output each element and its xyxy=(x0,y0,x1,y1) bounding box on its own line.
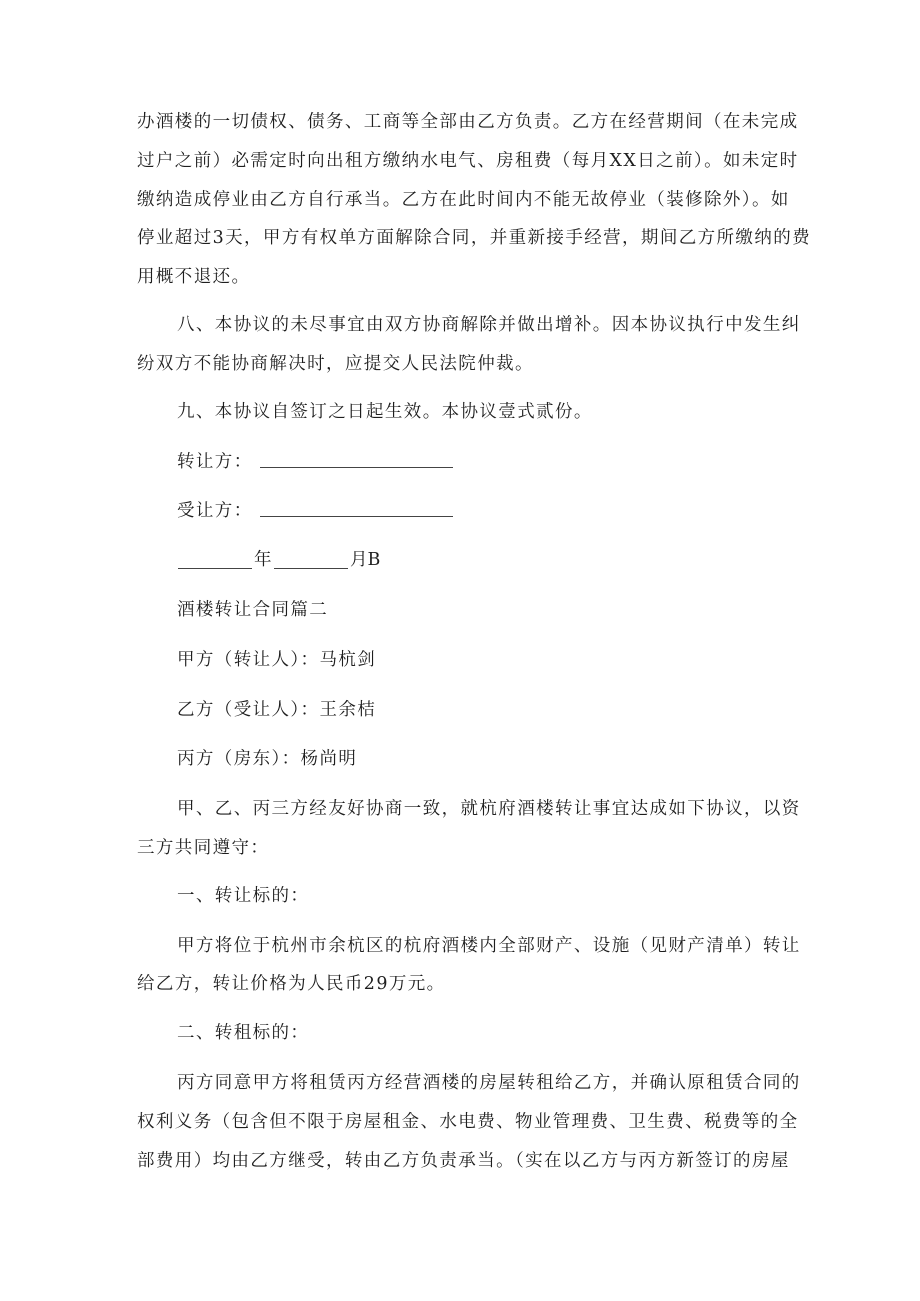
paragraph-line: 停业超过3天，甲方有权单方面解除合同，并重新接手经营，期间乙方所缴纳的费 xyxy=(137,228,812,248)
year-blank-line xyxy=(178,568,252,569)
party-b: 乙方（受让人）：王余桔 xyxy=(177,700,377,720)
clause-1-line: 给乙方，转让价格为人民币29万元。 xyxy=(137,974,446,994)
clause-8-line: 纷双方不能协商解决时，应提交人民法院仲裁。 xyxy=(137,354,534,374)
transferor-signature-line xyxy=(260,467,453,468)
month-day-label: 月B xyxy=(350,550,381,570)
intro-line: 三方共同遵守： xyxy=(137,838,270,858)
transferor-label: 转让方： xyxy=(177,452,253,472)
clause-8-line: 八、本协议的未尽事宜由双方协商解除并做出增补。因本协议执行中发生纠 xyxy=(177,315,801,335)
clause-2-heading: 二、转租标的： xyxy=(177,1023,310,1043)
paragraph-line: 办酒楼的一切债权、债务、工商等全部由乙方负责。乙方在经营期间（在未完成 xyxy=(137,112,799,132)
section-title: 酒楼转让合同篇二 xyxy=(177,600,329,620)
intro-line: 甲、乙、丙三方经友好协商一致，就杭府酒楼转让事宜达成如下协议，以资 xyxy=(177,799,801,819)
year-label: 年 xyxy=(254,550,272,570)
party-a: 甲方（转让人）：马杭剑 xyxy=(177,650,377,670)
party-c: 丙方（房东）：杨尚明 xyxy=(177,749,358,769)
month-blank-line xyxy=(274,568,348,569)
paragraph-line: 用概不退还。 xyxy=(137,267,251,287)
paragraph-line: 缴纳造成停业由乙方自行承当。乙方在此时间内不能无故停业（装修除外）。如 xyxy=(137,190,790,210)
clause-1-heading: 一、转让标的： xyxy=(177,886,310,906)
transferee-signature-line xyxy=(260,516,453,517)
clause-1-line: 甲方将位于杭州市余杭区的杭府酒楼内全部财产、设施（见财产清单）转让 xyxy=(177,936,801,956)
clause-2-line: 权利义务（包含但不限于房屋租金、水电费、物业管理费、卫生费、税费等的全 xyxy=(137,1112,799,1132)
clause-9: 九、本协议自签订之日起生效。本协议壹式贰份。 xyxy=(177,402,593,422)
transferee-label: 受让方： xyxy=(177,501,253,521)
clause-2-line: 丙方同意甲方将租赁丙方经营酒楼的房屋转租给乙方，并确认原租赁合同的 xyxy=(177,1073,801,1093)
clause-2-line: 部费用）均由乙方继受，转由乙方负责承当。（实在以乙方与丙方新签订的房屋 xyxy=(137,1151,790,1171)
paragraph-line: 过户之前）必需定时向出租方缴纳水电气、房租费（每月XX日之前）。如未定时 xyxy=(137,151,799,171)
